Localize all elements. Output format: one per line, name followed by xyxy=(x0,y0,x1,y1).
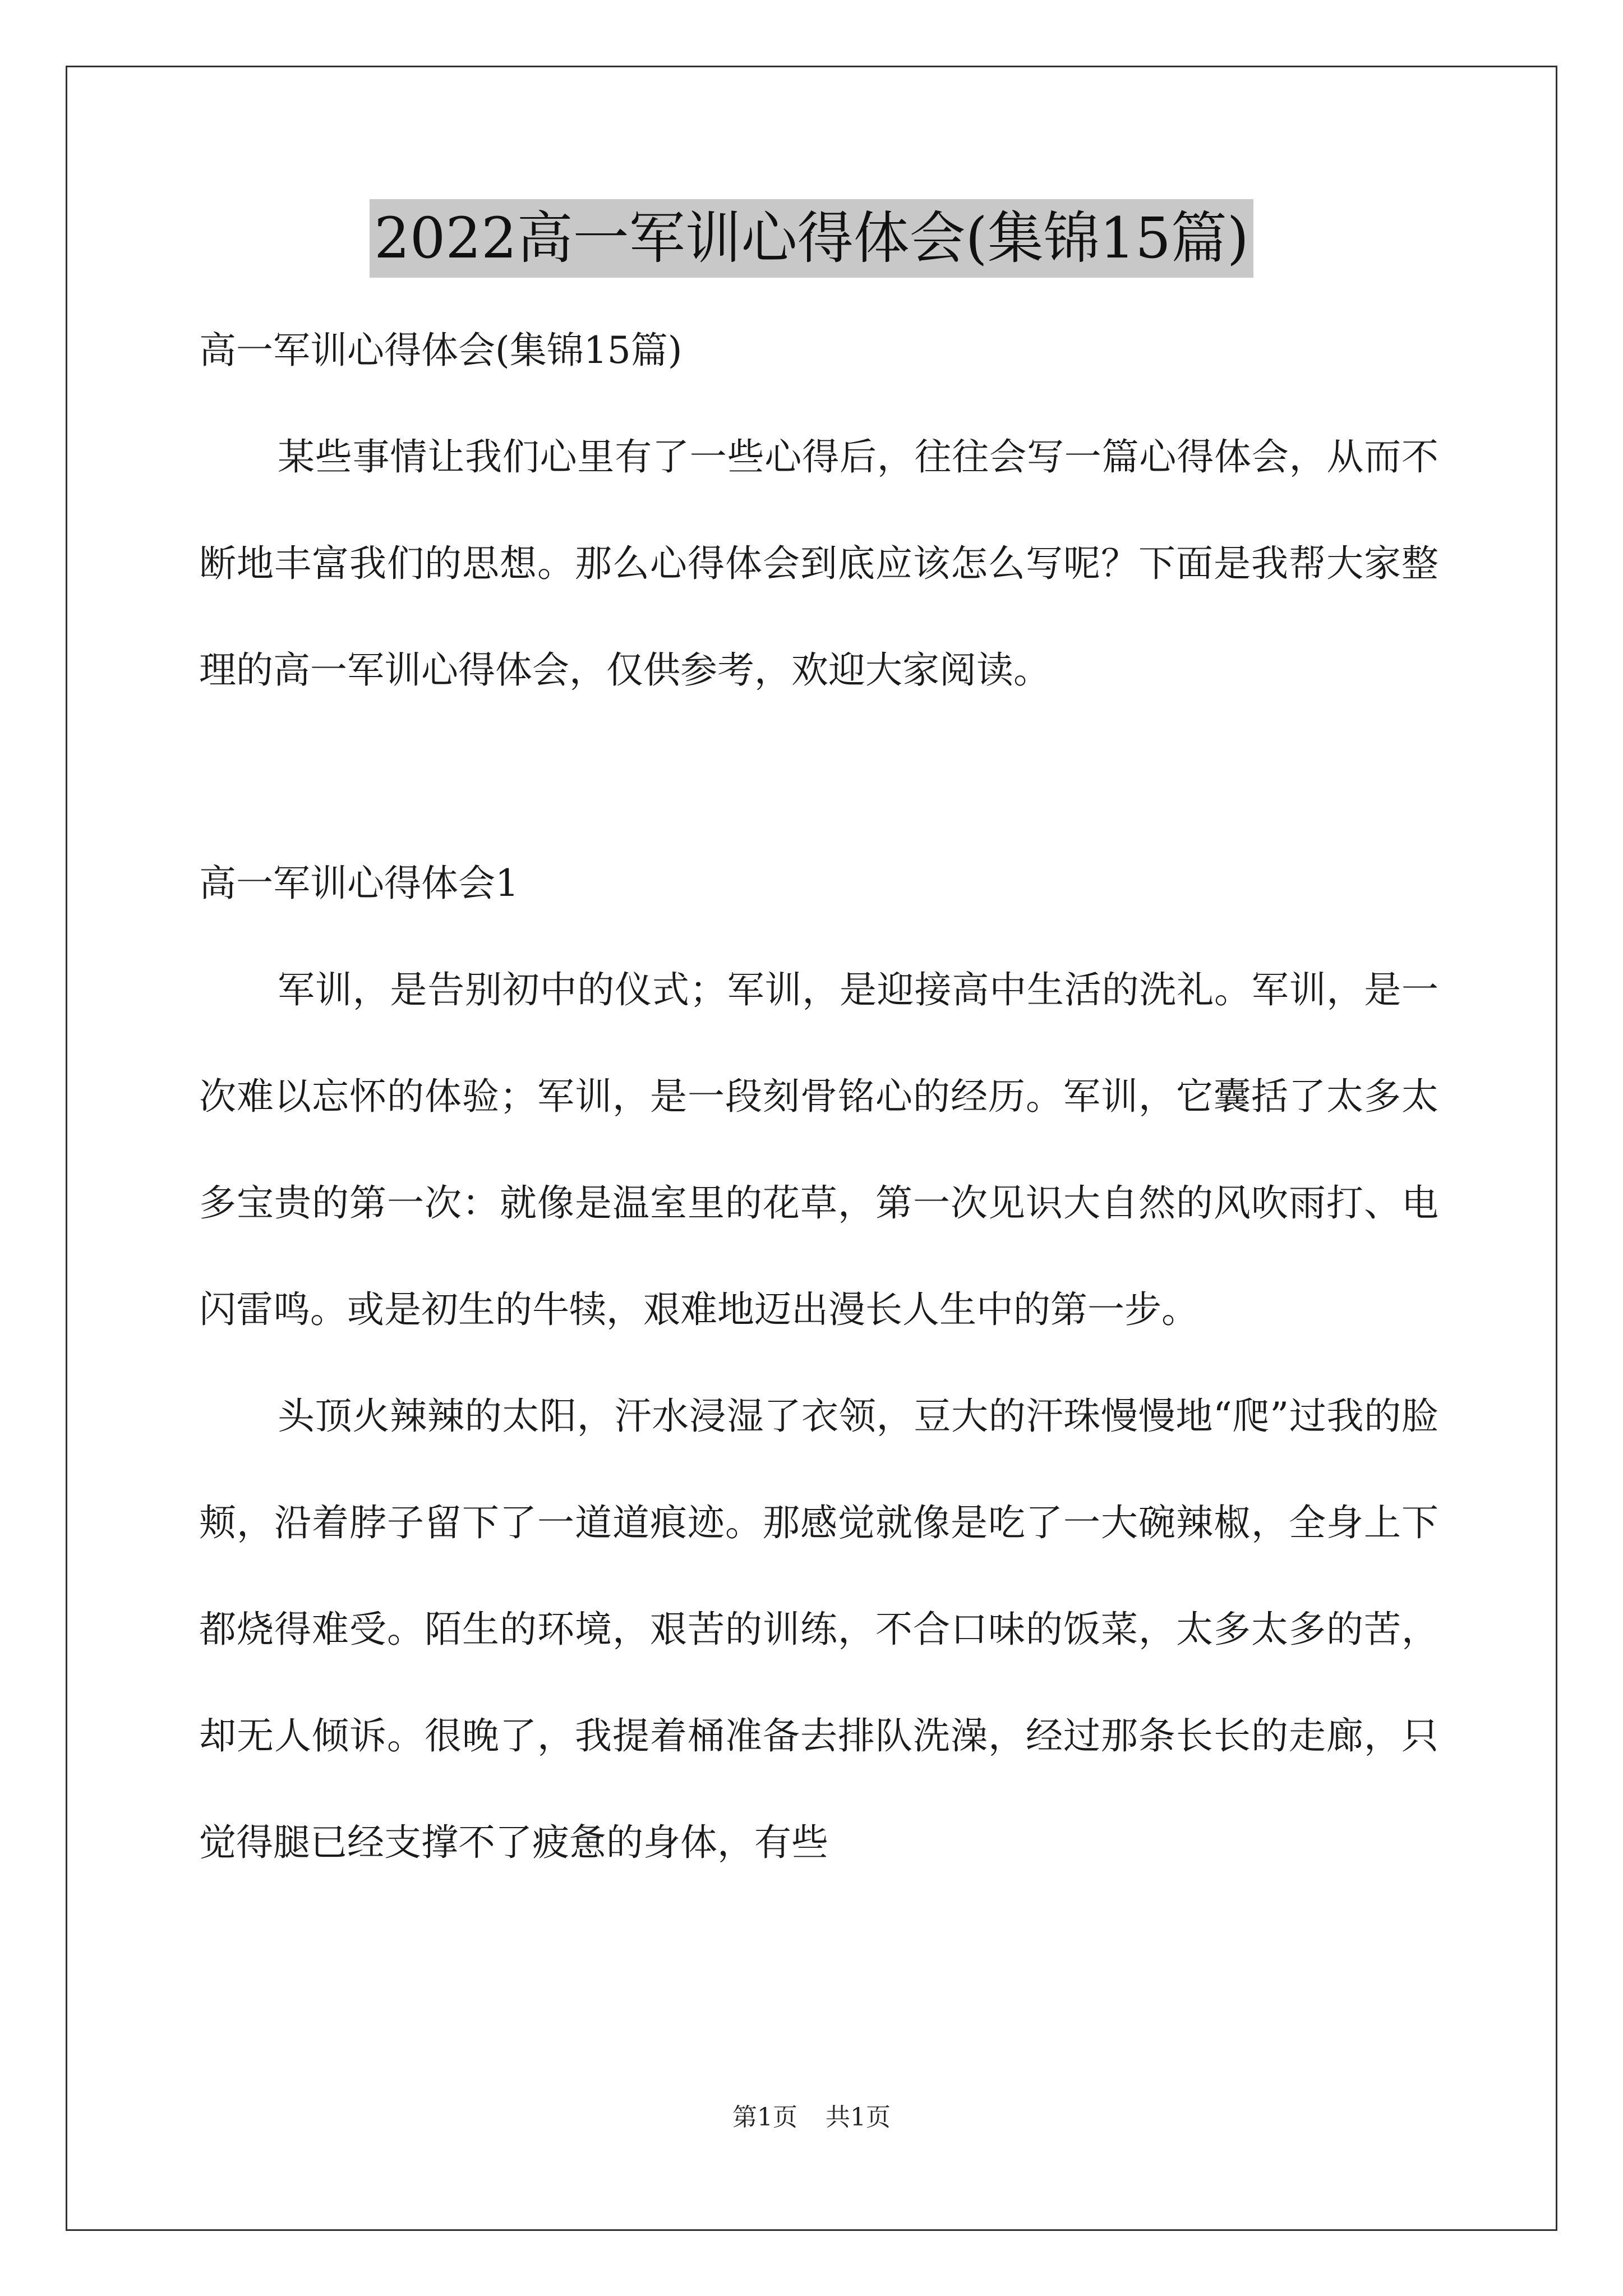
section-spacer xyxy=(199,724,1438,830)
body-paragraph-2: 头顶火辣辣的太阳，汗水浸湿了衣领，豆大的汗珠慢慢地“爬”过我的脸颊，沿着脖子留下了一道道痕迹。那感觉就像是吃了一大碗辣椒，全身上下都烧得难受。陌生的环境，艰苦的训练，不合口味的饭菜，太多太多的苦，却无人倾诉。很晚了，我提着桶准备去排队洗澡，经过那条长长的走廊，只觉得腿已经支撑不了疲惫的身体，有些 xyxy=(199,1395,1438,1864)
body-paragraph-1: 军训，是告别初中的仪式；军训，是迎接高中生活的洗礼。军训，是一次难以忘怀的体验；军训，是一段刻骨铭心的经历。军训，它囊括了太多太多宝贵的第一次：就像是温室里的花草，第一次见识大自然的风吹雨打、电闪雷鸣。或是初生的牛犊，艰难地迈出漫长人生中的第一步。 xyxy=(199,968,1438,1331)
document-title: 2022高一军训心得体会(集锦15篇) xyxy=(370,199,1253,278)
page-footer xyxy=(0,2101,1623,2134)
title-container xyxy=(0,199,1623,278)
document-subtitle: 高一军训心得体会(集锦15篇) xyxy=(199,329,683,372)
intro-paragraph: 某些事情让我们心里有了一些心得后，往往会写一篇心得体会，从而不断地丰富我们的思想。那么心得体会到底应该怎么写呢？下面是我帮大家整理的高一军训心得体会，仅供参考，欢迎大家阅读。 xyxy=(199,435,1438,692)
document-body xyxy=(199,297,1438,1896)
section-heading: 高一军训心得体会1 xyxy=(199,862,519,905)
page-number: 第1页 xyxy=(732,2103,797,2132)
page-total: 共1页 xyxy=(826,2103,891,2132)
